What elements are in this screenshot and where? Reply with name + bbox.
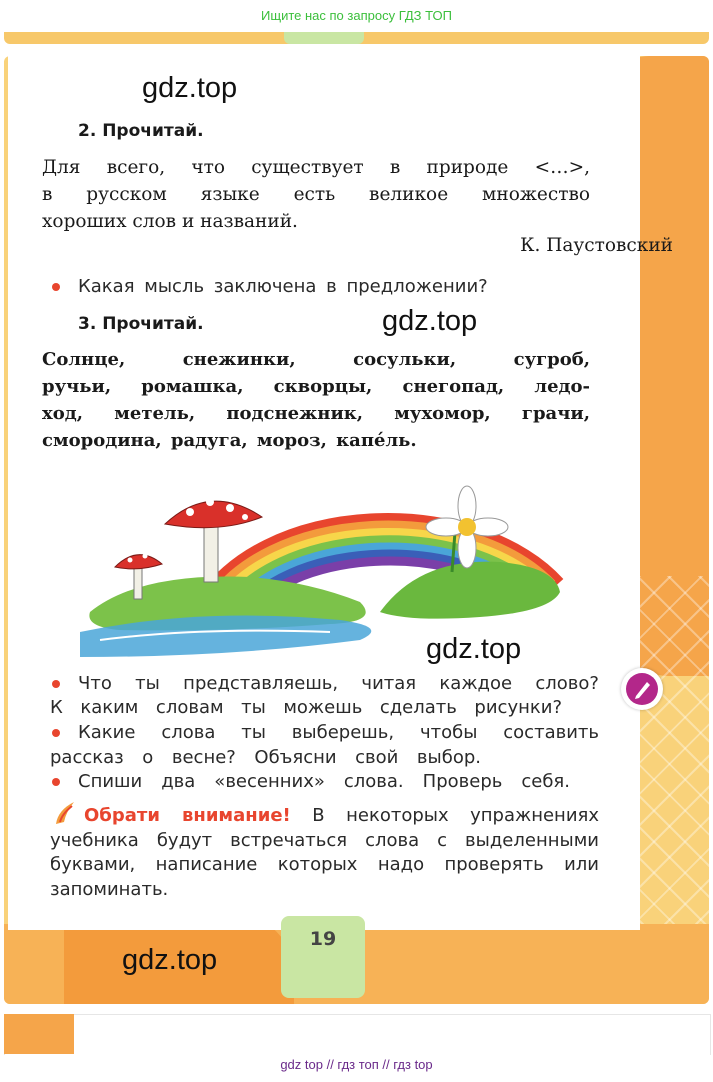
attention-line: учебника будут встречаться слова с выделенными <box>50 830 599 851</box>
exercise-3-line: ручьи, ромашка, скворцы, снегопад, ледо- <box>42 376 590 397</box>
pencil-icon[interactable] <box>621 668 663 710</box>
watermark: gdz.top <box>122 944 218 976</box>
exercise-3-line: Солнце, снежинки, сосульки, сугроб, <box>42 349 590 370</box>
page-number: 19 <box>309 928 337 950</box>
next-page-decoration <box>4 1014 74 1054</box>
exercise-2-heading: 2. Прочитай. <box>78 121 204 141</box>
task-line: Спиши два «весенних» слова. Проверь себя. <box>78 771 570 792</box>
search-banner[interactable]: Ищите нас по запросу ГДЗ ТОП <box>261 8 452 23</box>
bullet-marker <box>52 778 60 786</box>
watermark: gdz.top <box>426 633 522 665</box>
attention-line: запоминать. <box>50 879 169 900</box>
bullet-marker <box>52 283 60 291</box>
watermark: gdz.top <box>382 305 478 337</box>
task-line: рассказ о весне? Объясни свой выбор. <box>50 747 481 768</box>
previous-page-tab <box>284 32 364 44</box>
exercise-2-line: Для всего, что существует в природе <…>, <box>42 157 590 178</box>
exercise-2-line: в русском языке есть великое множество <box>42 184 590 205</box>
attention-first-line <box>84 803 599 828</box>
watermark: gdz.top <box>142 72 238 104</box>
exercise-3-line: смородина, радуга, мороз, капе́ль. <box>42 430 417 451</box>
task-line: Что ты представляешь, читая каждое слово? <box>78 673 599 694</box>
rainbow-illustration <box>80 462 570 662</box>
next-page-preview <box>4 1014 711 1055</box>
task-line: Какие слова ты выберешь, чтобы составить <box>78 722 599 743</box>
task-line: К каким словам ты можешь сделать рисунки? <box>50 697 562 718</box>
footer-links[interactable]: gdz top // гдз топ // гдз top <box>280 1057 433 1072</box>
attention-label: Обрати внимание! <box>84 805 291 826</box>
exercise-3-heading: 3. Прочитай. <box>78 314 204 334</box>
bullet-marker <box>52 680 60 688</box>
exercise-2-line: хороших слов и названий. <box>42 211 298 232</box>
lightning-icon <box>52 800 78 826</box>
attention-line: буквами, написание которых надо проверять или <box>50 854 599 875</box>
bullet-marker <box>52 729 60 737</box>
exercise-2-author: К. Паустовский <box>520 235 673 256</box>
right-meadow <box>380 562 560 619</box>
exercise-2-question: Какая мысль заключена в предложении? <box>78 276 488 297</box>
exercise-3-line: ход, метель, подснежник, мухомор, грачи, <box>42 403 590 424</box>
attention-text: В некоторых упражнениях <box>290 805 599 826</box>
